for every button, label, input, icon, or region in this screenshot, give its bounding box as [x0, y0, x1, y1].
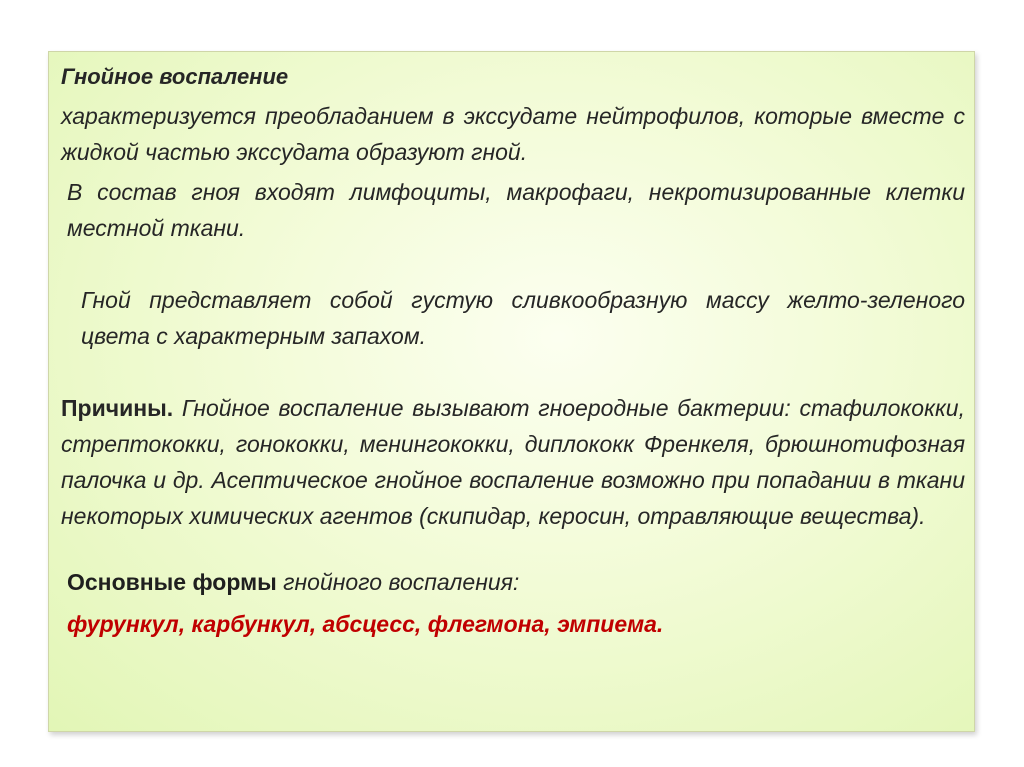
forms-label: Основные формы — [67, 569, 277, 595]
paragraph-composition: В состав гноя входят лимфоциты, макрофаги, некротизированные клетки местной ткани. — [67, 179, 965, 241]
causes-label: Причины. — [61, 395, 174, 421]
forms-heading — [67, 564, 965, 600]
forms-list: фурункул, карбункул, абсцесс, флегмона, эмпиема. — [67, 611, 664, 637]
forms-text: гнойного воспаления: — [276, 569, 520, 595]
slide-frame — [48, 51, 975, 732]
slide-content — [61, 62, 965, 642]
paragraph-description: Гной представляет собой густую сливкообразную массу желто-зеленого цвета с характерным запахом. — [81, 287, 965, 349]
paragraph-causes — [61, 390, 965, 534]
paragraph-definition: характеризуется преобладанием в экссудате нейтрофилов, которые вместе с жидкой частью экссудата образуют гной. — [61, 103, 965, 165]
slide-title: Гнойное воспаление — [61, 64, 289, 89]
causes-text: Гнойное воспаление вызывают гноеродные бактерии: стафилококки, стрептококки, гонококки, менингококки, диплококк Френкеля, брюшнотифозная палочка и др. Асептическое гнойное воспаление возможно при попадании в ткани некоторых химических агентов (скипидар, керосин, отравляющие вещества). — [61, 395, 965, 529]
